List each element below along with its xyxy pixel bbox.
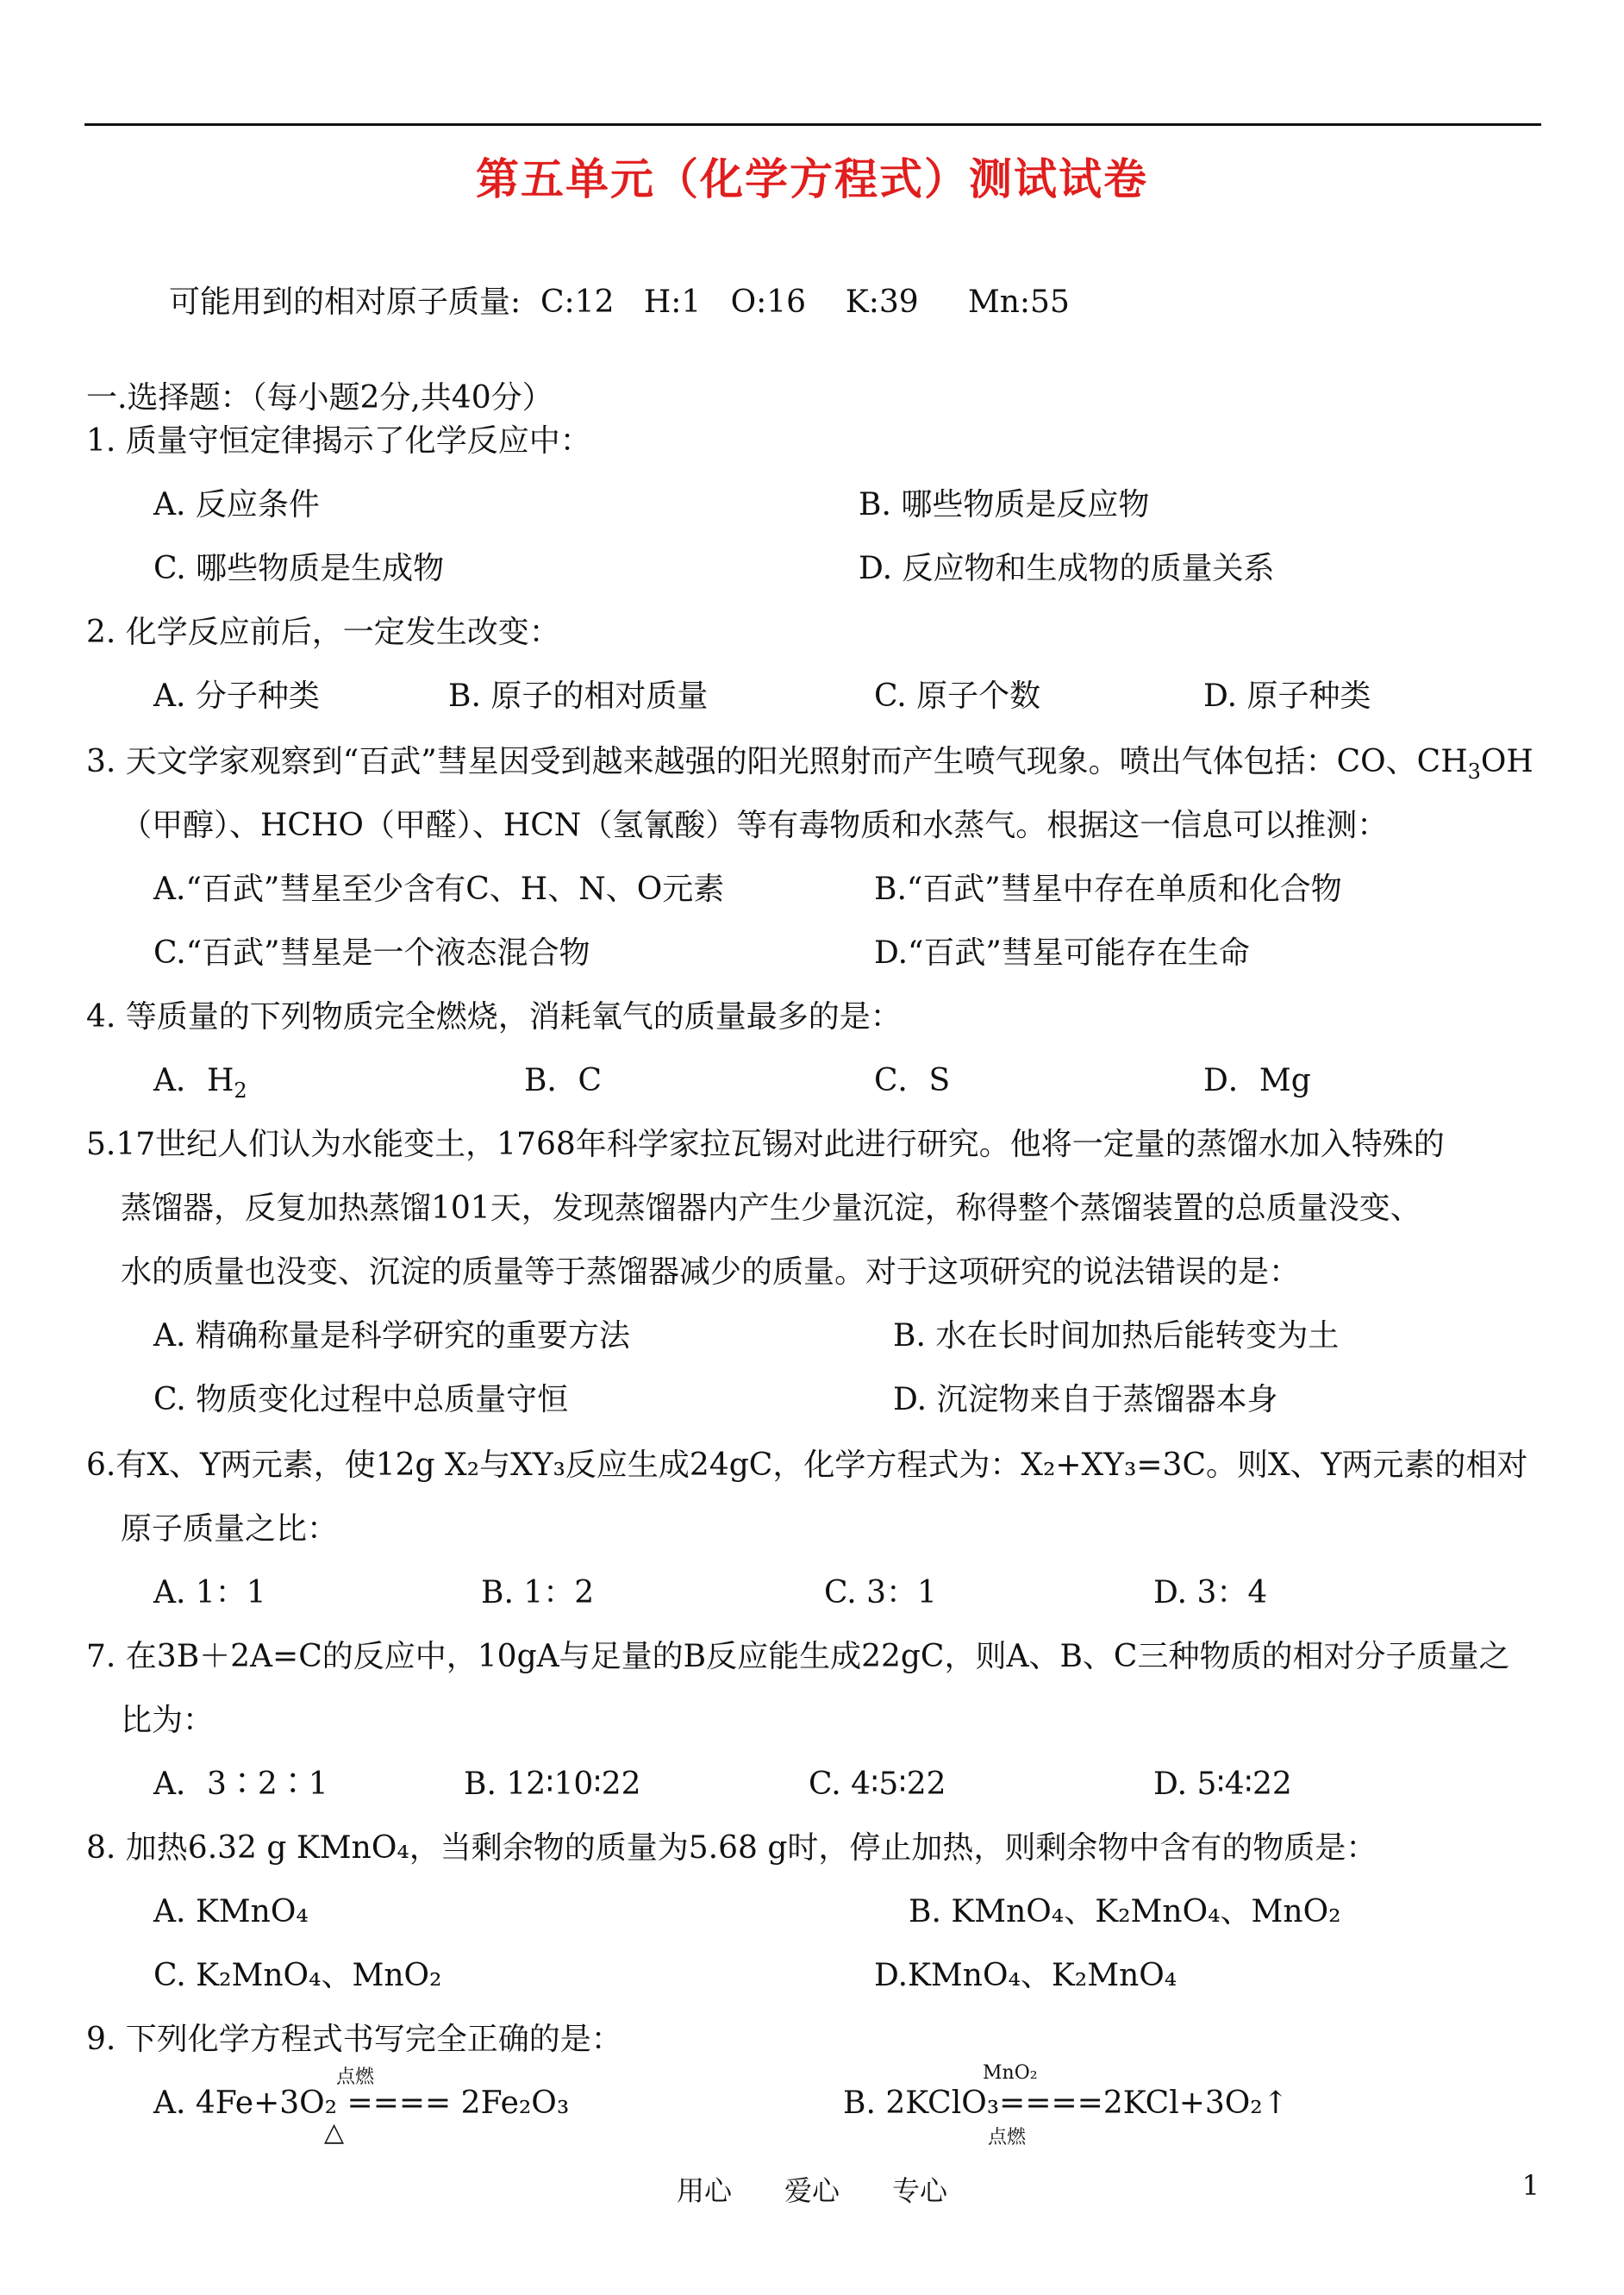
atomic-mass-line: 可能用到的相对原子质量: C:12 H:1 O:16 K:39 Mn:55 bbox=[169, 285, 1070, 320]
question-5-stem-line1: 5.17世纪人们认为水能变土，1768年科学家拉瓦锡对此进行研究。他将一定量的蒸馏水加入特殊的 bbox=[86, 1127, 1445, 1162]
question-8-option-d: D.KMnO₄、K₂MnO₄ bbox=[874, 1958, 1177, 1993]
question-8-option-c: C. K₂MnO₄、MnO₂ bbox=[153, 1958, 442, 1993]
question-3-stem-line2: （甲醇）、HCHO（甲醛）、HCN（氢氰酸）等有毒物质和水蒸气。根据这一信息可以推测： bbox=[121, 808, 1389, 843]
section-heading: 一.选择题：（每小题2分,共40分） bbox=[86, 380, 553, 416]
question-6-option-a: A. 1：1 bbox=[153, 1575, 266, 1610]
question-1-option-a: A. 反应条件 bbox=[153, 487, 320, 522]
condition-bottom-label: △ bbox=[324, 2117, 345, 2148]
question-2-option-c: C. 原子个数 bbox=[874, 678, 1041, 714]
subscript: 2 bbox=[234, 1079, 247, 1103]
question-2-option-d: D. 原子种类 bbox=[1203, 678, 1371, 714]
question-4-option-a bbox=[153, 1062, 247, 1110]
header-rule bbox=[84, 123, 1541, 126]
condition-bottom-label: 点燃 bbox=[988, 2127, 1027, 2148]
question-7-option-b: B. 12∶10∶22 bbox=[464, 1767, 641, 1802]
question-7-stem-line1: 7. 在3B＋2A=C的反应中，10gA与足量的B反应能生成22gC，则A、B、C三种物质的相对分子质量之 bbox=[86, 1639, 1510, 1674]
catalyst-label: MnO₂ bbox=[983, 2062, 1038, 2084]
option-text: A．H bbox=[153, 1063, 234, 1098]
question-4-option-d: D．Mg bbox=[1203, 1063, 1311, 1098]
question-6-stem-line2: 原子质量之比： bbox=[121, 1511, 339, 1547]
question-8-option-a: A. KMnO₄ bbox=[153, 1894, 309, 1929]
question-3-option-a: A.“百武”彗星至少含有C、H、N、O元素 bbox=[153, 872, 725, 907]
condition-top-label: 点燃 bbox=[336, 2067, 375, 2088]
question-6-option-b: B. 1：2 bbox=[481, 1575, 595, 1610]
question-8-option-b: B. KMnO₄、K₂MnO₄、MnO₂ bbox=[909, 1894, 1341, 1929]
question-1-stem: 1. 质量守恒定律揭示了化学反应中： bbox=[86, 423, 591, 459]
question-5-option-c: C. 物质变化过程中总质量守恒 bbox=[153, 1382, 569, 1417]
question-6-option-d: D. 3：4 bbox=[1153, 1575, 1268, 1610]
question-4-stem: 4. 等质量的下列物质完全燃烧，消耗氧气的质量最多的是： bbox=[86, 999, 902, 1035]
question-7-stem-line2: 比为： bbox=[121, 1703, 215, 1738]
page-title: 第五单元（化学方程式）测试试卷 bbox=[476, 153, 1148, 204]
question-1-option-b: B. 哪些物质是反应物 bbox=[859, 487, 1150, 522]
question-3-stem-text: 3. 天文学家观察到“百武”彗星因受到越来越强的阳光照射而产生喷气现象。喷出气体包括：CO、CH bbox=[86, 744, 1468, 779]
question-5-option-d: D. 沉淀物来自于蒸馏器本身 bbox=[893, 1382, 1278, 1417]
question-7-option-a: A．3∶2∶1 bbox=[153, 1767, 328, 1802]
page-footer: 用心 爱心 专心 bbox=[676, 2174, 948, 2207]
subscript: 3 bbox=[1467, 760, 1481, 784]
question-7-option-d: D. 5∶4∶22 bbox=[1153, 1767, 1292, 1802]
question-5-stem-line3: 水的质量也没变、沉淀的质量等于蒸馏器减少的质量。对于这项研究的说法错误的是： bbox=[121, 1254, 1301, 1290]
question-6-stem-line1: 6.有X、Y两元素，使12g X₂与XY₃反应生成24gC，化学方程式为：X₂+XY₃=3C。则X、Y两元素的相对 bbox=[86, 1448, 1528, 1483]
question-3-stem-line1 bbox=[86, 743, 1533, 791]
question-2-stem: 2. 化学反应前后，一定发生改变： bbox=[86, 615, 560, 650]
question-5-stem-line2: 蒸馏器，反复加热蒸馏101天，发现蒸馏器内产生少量沉淀，称得整个蒸馏装置的总质量没变、 bbox=[121, 1191, 1421, 1226]
question-4-option-c: C．S bbox=[874, 1063, 951, 1098]
question-1-option-c: C. 哪些物质是生成物 bbox=[153, 551, 445, 586]
question-5-option-a: A. 精确称量是科学研究的重要方法 bbox=[153, 1318, 630, 1354]
question-3-stem-end: OH bbox=[1480, 744, 1533, 779]
question-3-option-c: C.“百武”彗星是一个液态混合物 bbox=[153, 935, 590, 971]
page-number: 1 bbox=[1521, 2169, 1540, 2202]
question-5-option-b: B. 水在长时间加热后能转变为土 bbox=[893, 1318, 1340, 1354]
question-6-option-c: C. 3：1 bbox=[824, 1575, 937, 1610]
question-9-stem: 9. 下列化学方程式书写完全正确的是： bbox=[86, 2022, 622, 2057]
question-9-option-a: A. 4Fe+3O₂ ==== 2Fe₂O₃ bbox=[153, 2086, 570, 2121]
question-9-option-b: B. 2KClO₃====2KCl+3O₂↑ bbox=[843, 2086, 1289, 2121]
question-1-option-d: D. 反应物和生成物的质量关系 bbox=[859, 551, 1275, 586]
question-2-option-b: B. 原子的相对质量 bbox=[448, 678, 709, 714]
question-4-option-b: B．C bbox=[524, 1063, 603, 1098]
question-8-stem: 8. 加热6.32 g KMnO₄，当剩余物的质量为5.68 g时，停止加热，则剩余物中含有的物质是： bbox=[86, 1830, 1377, 1866]
question-3-option-d: D.“百武”彗星可能存在生命 bbox=[874, 935, 1250, 971]
question-3-option-b: B.“百武”彗星中存在单质和化合物 bbox=[874, 872, 1342, 907]
question-7-option-c: C. 4∶5∶22 bbox=[809, 1767, 946, 1802]
question-2-option-a: A. 分子种类 bbox=[153, 678, 320, 714]
